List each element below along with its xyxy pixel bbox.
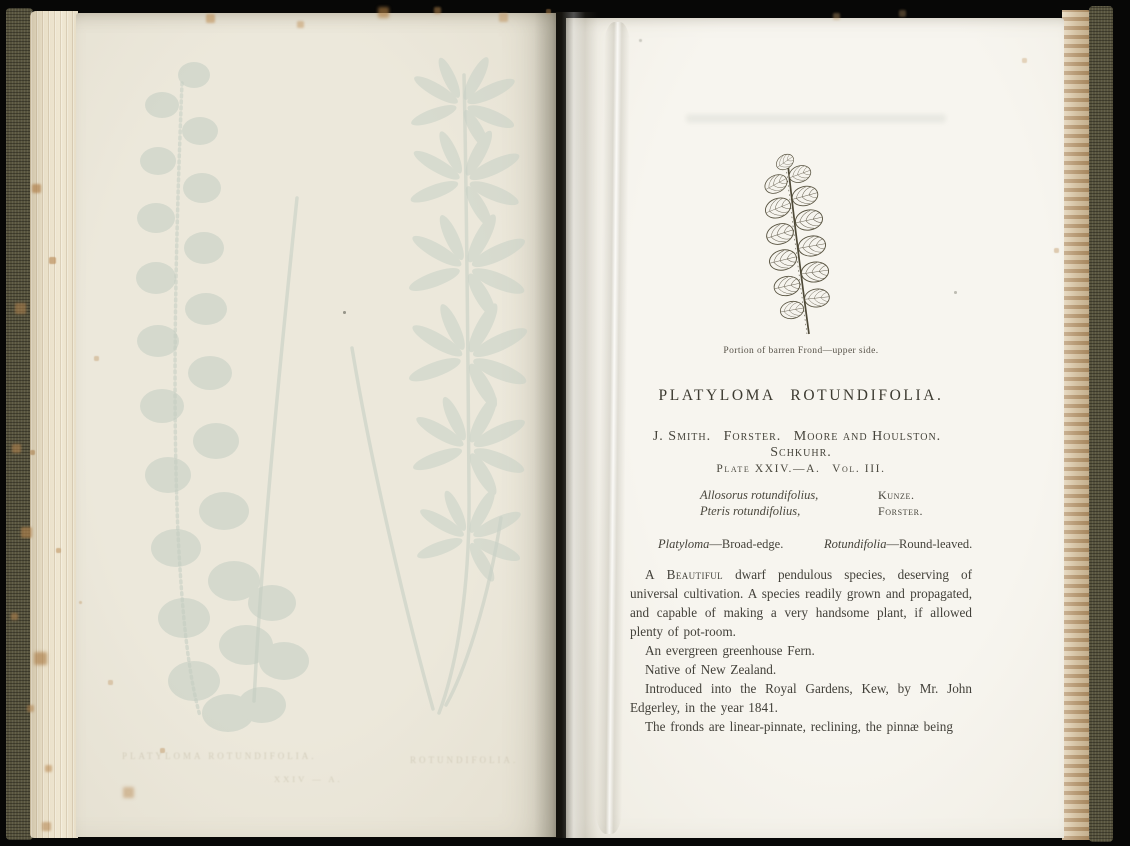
- page-edge-stack-foredge: [1062, 10, 1091, 840]
- synonym-authority: Forster.: [878, 504, 924, 518]
- ghost-fern-impressions: [76, 13, 556, 837]
- paragraph: An evergreen greenhouse Fern.: [645, 643, 815, 658]
- blank-left-page: [76, 13, 556, 837]
- synonym-row: [630, 504, 972, 519]
- etymology-entry: Platyloma—Broad-edge.: [658, 537, 784, 551]
- etymology-entry: Rotundifolia—Round-leaved.: [824, 537, 973, 551]
- page-edge-stack-left: [30, 11, 78, 838]
- book-cover-right-edge: [1089, 6, 1113, 842]
- paragraph: The fronds are linear-pinnate, reclining, the pinnæ being: [645, 719, 953, 734]
- illustration-caption: Portion of barren Frond—upper side.: [723, 346, 879, 356]
- paragraph: Native of New Zealand.: [645, 662, 777, 677]
- ghost-plate-caption-right: ROTUNDIFOLIA.: [410, 755, 519, 765]
- species-title: PLATYLOMA ROTUNDIFOLIA.: [658, 387, 944, 404]
- authorities-line: J. Smith. Forster. Moore and Houlston. Schkuhr.: [652, 429, 950, 460]
- synonym-row: [630, 488, 972, 503]
- paragraph: Introduced into the Royal Gardens, Kew, by Mr. John Edgerley, in the year 1841.: [630, 681, 972, 715]
- paragraph: A Beautiful dwarf pendulous species, deserving of universal cultivation. A species readily grown and propagated, and capable of making a very handsome plant, if allowed plenty of pot-room.: [630, 567, 972, 639]
- page-crease: [596, 22, 631, 834]
- ghost-plate-caption-left: PLATYLOMA ROTUNDIFOLIA.: [122, 751, 317, 761]
- synonym-authority: Kunze.: [878, 488, 915, 502]
- foxing-spots: [0, 0, 1, 1]
- body-text: [630, 565, 972, 736]
- text-page: [566, 18, 1064, 838]
- synonym-name: Allosorus rotundifolius,: [700, 488, 819, 502]
- ghost-plate-number: XXIV — A.: [274, 774, 343, 784]
- book-cover-left-edge: [6, 8, 33, 840]
- plate-volume-line: Plate XXIV.—A. Vol. III.: [716, 463, 886, 475]
- synonym-name: Pteris rotundifolius,: [700, 504, 801, 518]
- fern-frond-illustration: [747, 150, 865, 338]
- ink-show-through: [686, 114, 946, 123]
